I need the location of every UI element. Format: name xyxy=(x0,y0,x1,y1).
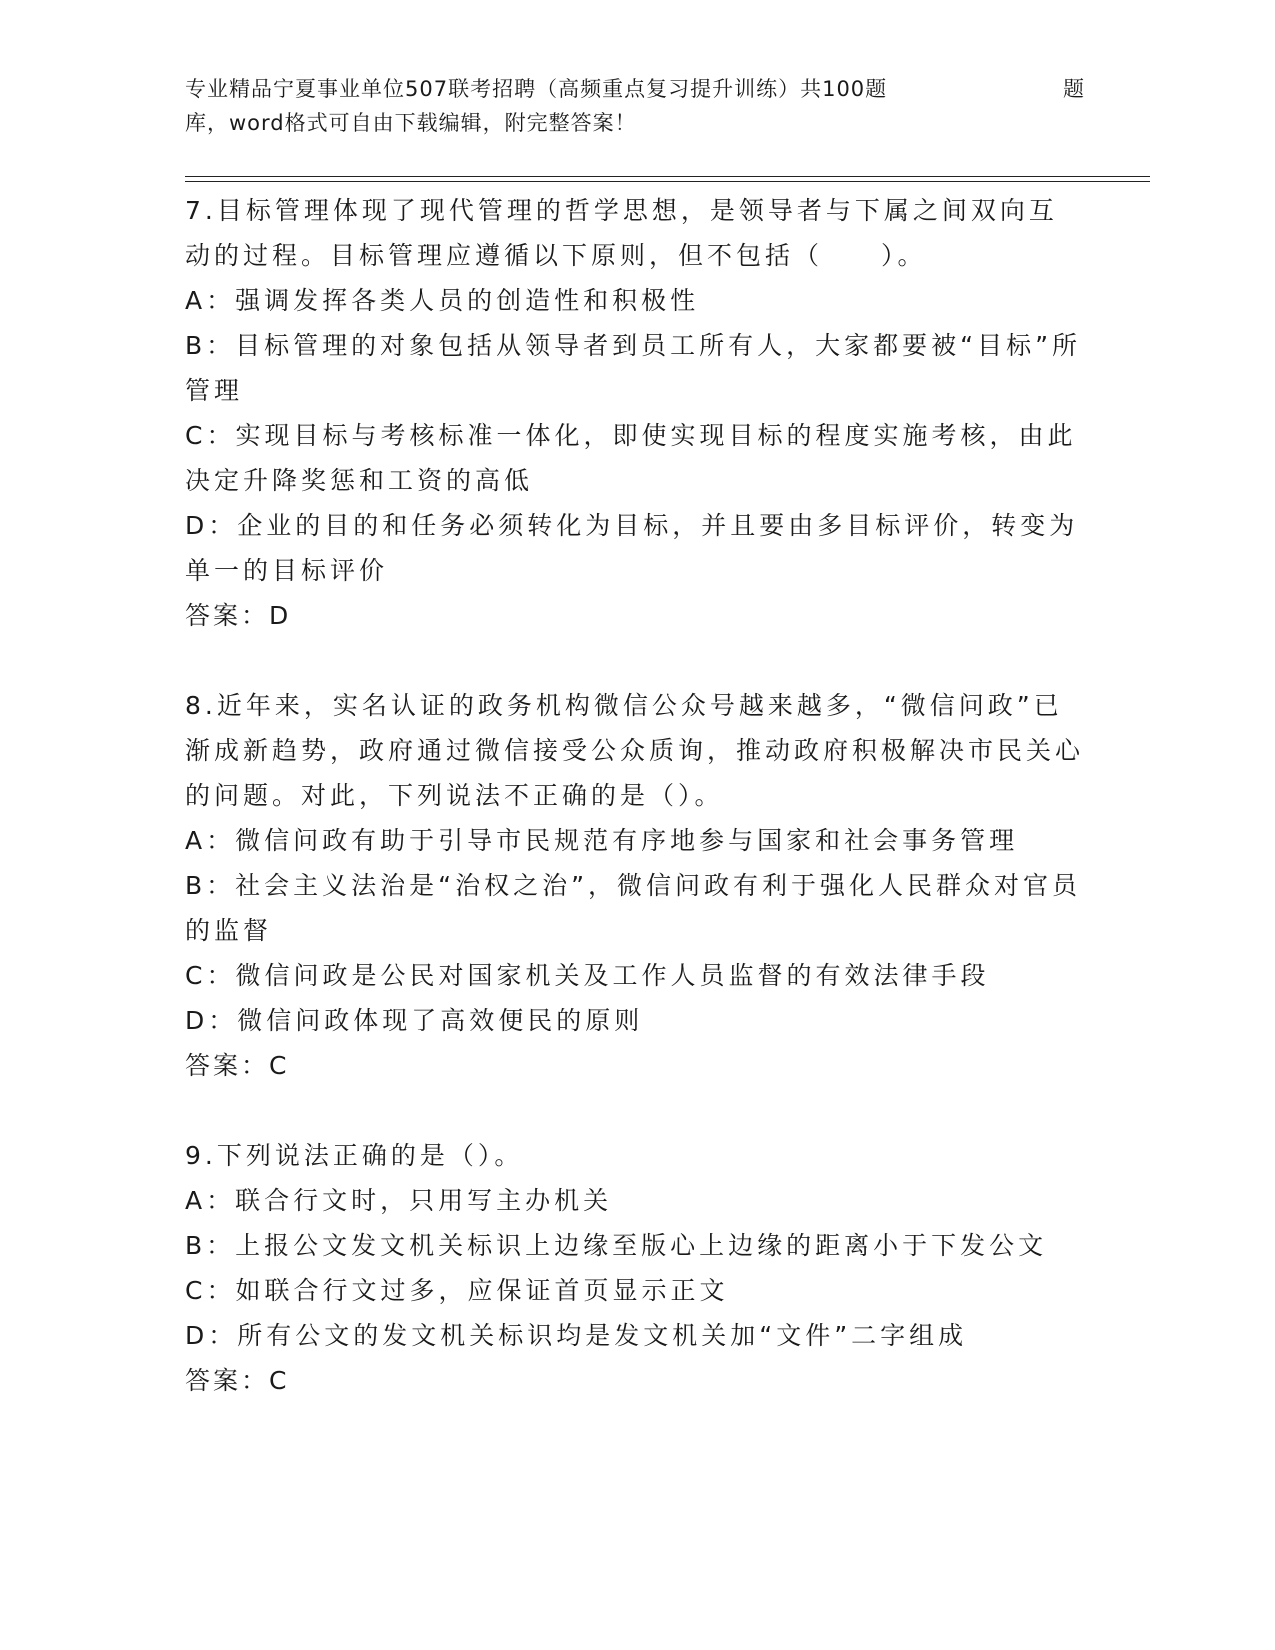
answer: 答案：C xyxy=(185,1051,290,1080)
option-c: C：微信问政是公民对国家机关及工作人员监督的有效法律手段 xyxy=(185,961,990,990)
question-8 xyxy=(185,683,1085,1088)
question-text: 7.目标管理体现了现代管理的哲学思想，是领导者与下属之间双向互动的过程。目标管理应遵循以下原则，但不包括（ ）。 xyxy=(185,196,1058,270)
answer: 答案：C xyxy=(185,1366,290,1395)
option-d: D：所有公文的发文机关标识均是发文机关加“文件”二字组成 xyxy=(185,1321,968,1350)
header-title: 专业精品宁夏事业单位507联考招聘（高频重点复习提升训练）共100题 xyxy=(185,77,888,101)
option-c: C：如联合行文过多，应保证首页显示正文 xyxy=(185,1276,729,1305)
answer: 答案：D xyxy=(185,601,292,630)
option-d: D：企业的目的和任务必须转化为目标，并且要由多目标评价，转变为单一的目标评价 xyxy=(185,511,1079,585)
option-a: A：微信问政有助于引导市民规范有序地参与国家和社会事务管理 xyxy=(185,826,1019,855)
option-a: A：联合行文时，只用写主办机关 xyxy=(185,1186,613,1215)
header-line-2: 库，word格式可自由下载编辑，附完整答案！ xyxy=(185,111,637,135)
question-list xyxy=(185,188,1085,1403)
header-rule-bottom xyxy=(185,181,1150,182)
header-rule-top xyxy=(185,176,1150,177)
option-d: D：微信问政体现了高效便民的原则 xyxy=(185,1006,644,1035)
header-line-1 xyxy=(185,72,1085,106)
option-b: B：社会主义法治是“治权之治”，微信问政有利于强化人民群众对官员的监督 xyxy=(185,871,1082,945)
header-title-tail: 题 xyxy=(1063,77,1085,101)
question-9 xyxy=(185,1133,1085,1403)
option-b: B：上报公文发文机关标识上边缘至版心上边缘的距离小于下发公文 xyxy=(185,1231,1048,1260)
question-text: 8.近年来，实名认证的政务机构微信公众号越来越多，“微信问政”已渐成新趋势，政府通过微信接受公众质询，推动政府积极解决市民关心的问题。对此，下列说法不正确的是（）。 xyxy=(185,691,1085,810)
option-c: C：实现目标与考核标准一体化，即使实现目标的程度实施考核，由此决定升降奖惩和工资的高低 xyxy=(185,421,1077,495)
question-7 xyxy=(185,188,1085,638)
document-header xyxy=(185,72,1085,140)
question-text: 9.下列说法正确的是（）。 xyxy=(185,1141,524,1170)
option-b: B：目标管理的对象包括从领导者到员工所有人，大家都要被“目标”所管理 xyxy=(185,331,1082,405)
option-a: A：强调发挥各类人员的创造性和积极性 xyxy=(185,286,700,315)
